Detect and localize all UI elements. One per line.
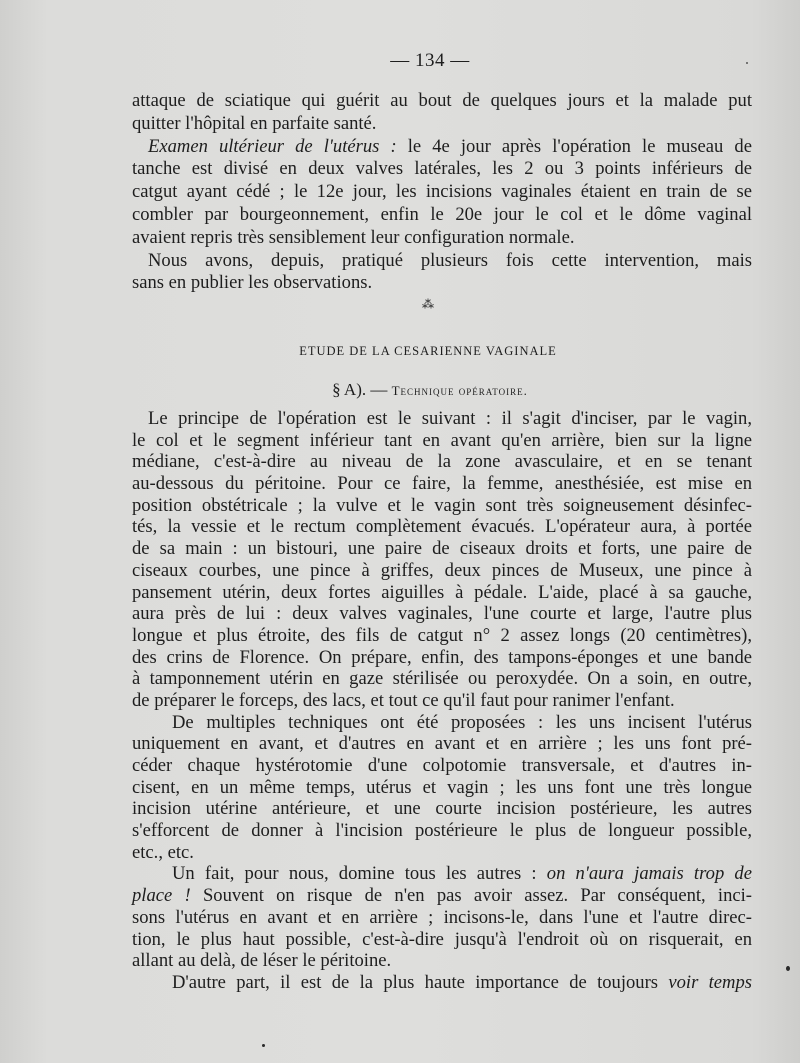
- text-block-main: [132, 408, 752, 994]
- text-line: des crins de Florence. On prépare, enfin, des tampons-éponges et une bande: [132, 646, 752, 668]
- text-line: [132, 972, 752, 994]
- italic-lead: Examen ultérieur de l'utérus :: [148, 135, 397, 157]
- text-fragment: le 4e jour après l'opération le museau de: [407, 135, 752, 157]
- text-fragment: D'autre part, il est de la plus haute importance de toujours: [172, 971, 659, 993]
- text-line: sons l'utérus en avant et en arrière ; incisons-le, dans l'une et l'autre direc-: [132, 906, 752, 928]
- text-line: quitter l'hôpital en parfaite santé.: [132, 112, 377, 134]
- text-line: pansement utérin, deux fortes aiguilles à pédale. L'aide, placé à sa gauche,: [132, 581, 752, 603]
- text-line: tion, le plus haut possible, c'est-à-dire jusqu'à l'endroit où on risquerait, en: [132, 928, 752, 950]
- text-line: position obstétricale ; la vulve et le vagin sont très soigneusement désinfec-: [132, 494, 752, 516]
- text-line: De multiples techniques ont été proposées : les uns incisent l'utérus: [172, 711, 752, 733]
- text-line: Le principe de l'opération est le suivant : il s'agit d'inciser, par le vagin,: [148, 408, 752, 429]
- text-line: incision utérine antérieure, et une courte incision postérieure, les autres: [132, 798, 752, 820]
- text-line: aura près de lui : deux valves vaginales, l'une courte et large, l'autre plus: [132, 603, 752, 625]
- subsection-label: Technique opératoire.: [391, 383, 528, 398]
- subsection-title: [30, 380, 800, 400]
- scan-speck: [262, 1044, 265, 1047]
- scan-speck: [786, 966, 790, 971]
- text-line: avaient repris très sensiblement leur configuration normale.: [132, 226, 575, 248]
- text-line: médiane, c'est-à-dire au niveau de la zone avasculaire, et en se tenant: [132, 451, 752, 473]
- italic-emphasis: on n'aura jamais trop de: [546, 863, 752, 885]
- text-line: tés, la vessie et le rectum complètement évacués. L'opérateur aura, à portée: [132, 516, 752, 538]
- text-line: longue et plus étroite, des fils de catgut n° 2 assez longs (20 centimètres),: [132, 624, 752, 646]
- text-line: etc., etc.: [132, 841, 194, 863]
- text-line: sans en publier les observations.: [132, 272, 373, 294]
- text-line: allant au delà, de léser le péritoine.: [132, 950, 392, 972]
- text-line: combler par bourgeonnement, enfin le 20e jour le col et le dôme vaginal: [132, 203, 752, 225]
- asterism: ⁂: [422, 297, 434, 311]
- text-line: ciseaux courbes, une pince à griffes, deux pinces de Museux, une pince à: [132, 559, 752, 581]
- text-fragment: Souvent on risque de n'en pas avoir assez. Par conséquent, inci-: [202, 885, 753, 907]
- italic-emphasis: place !: [132, 885, 191, 907]
- text-line: uniquement en avant, et d'autres en avant et en arrière ; les uns font pré-: [132, 733, 752, 755]
- text-line: le col et le segment inférieur tant en avant qu'en arrière, bien sur la ligne: [132, 429, 752, 451]
- text-line: céder chaque hystérotomie d'une colpotomie transversale, et d'autres in-: [132, 755, 752, 776]
- text-fragment: Un fait, pour nous, domine tous les autres :: [172, 863, 537, 885]
- text-line: cisent, en un même temps, utérus et vagin ; les uns font une très longue: [132, 776, 752, 798]
- italic-emphasis: voir temps: [668, 971, 753, 993]
- section-title: ETUDE DE LA CESARIENNE VAGINALE: [299, 344, 557, 358]
- text-line: Nous avons, depuis, pratiqué plusieurs fois cette intervention, mais: [148, 249, 752, 271]
- text-line: de préparer le forceps, des lacs, et tout ce qu'il faut pour ranimer l'enfant.: [132, 689, 675, 711]
- text-line: catgut ayant cédé ; le 12e jour, les incisions vaginales étaient en train de se: [132, 181, 752, 203]
- text-block-top: [132, 90, 752, 295]
- text-line: à tamponnement utérin en gaze stérilisée ou peroxydée. On a soin, en outre,: [132, 668, 752, 690]
- text-line: attaque de sciatique qui guérit au bout de quelques jours et la malade put: [132, 90, 752, 111]
- text-line: au-dessous du péritoine. Pour ce faire, la femme, anesthésiée, est mise en: [132, 473, 752, 495]
- text-line: s'efforcent de donner à l'incision postérieure le plus de longueur possible,: [132, 820, 752, 842]
- scan-speck: [746, 62, 748, 64]
- text-line: [132, 885, 752, 907]
- text-line: de sa main : un bistouri, une paire de ciseaux droits et forts, une paire de: [132, 538, 752, 560]
- text-line: [132, 136, 752, 159]
- text-line: tanche est divisé en deux valves latérales, les 2 ou 3 points inférieurs de: [132, 158, 752, 180]
- subsection-prefix: § A). —: [332, 380, 388, 399]
- text-line: [132, 863, 752, 885]
- page-number: — 134 —: [390, 50, 470, 71]
